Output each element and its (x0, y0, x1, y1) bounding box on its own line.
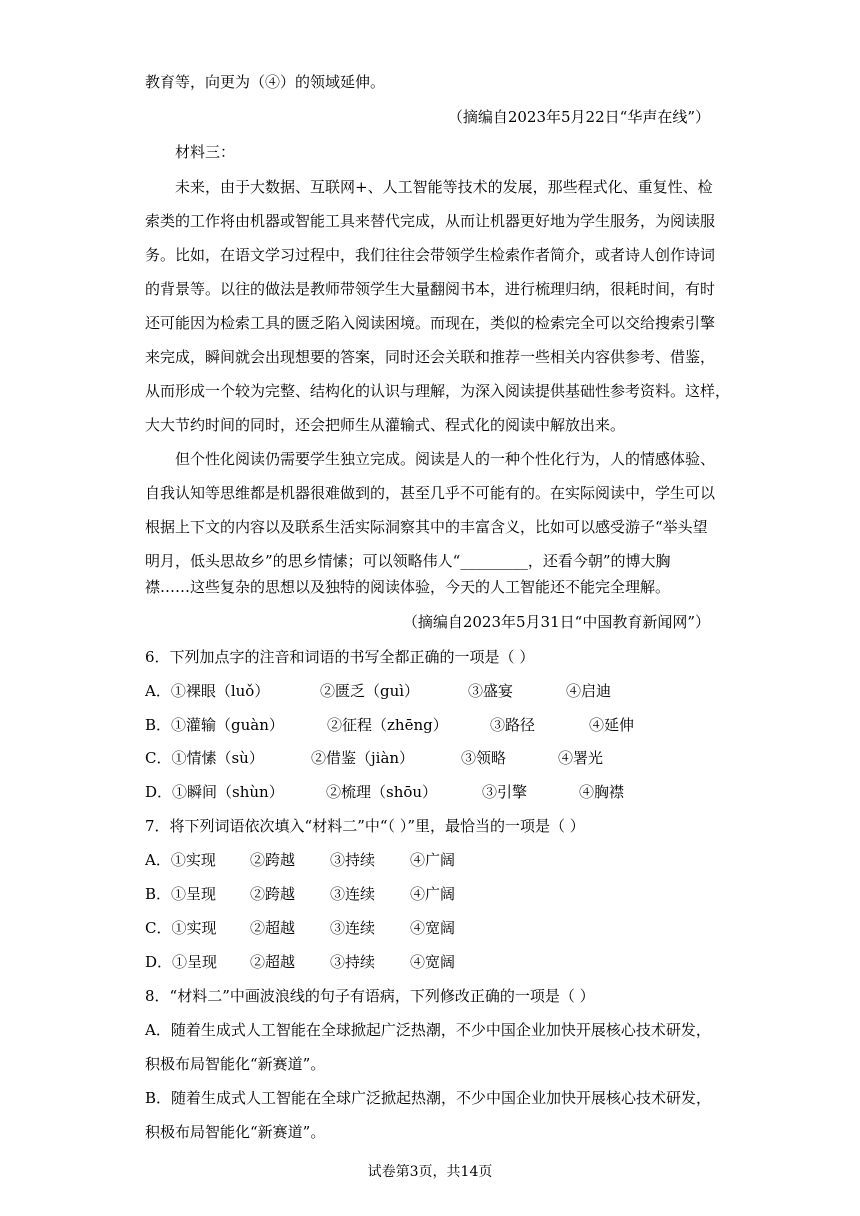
q6-a-item2: ②匮乏（guì） (320, 682, 420, 700)
q7-d-item2: ②超越 (250, 953, 296, 971)
material3-para1-line: 务。比如，在语文学习过程中，我们往往会带领学生检索作者简介，或者诗人创作诗词 (145, 246, 716, 264)
material3-para1-line: 还可能因为检索工具的匮乏陷入阅读困境。而现在，类似的检索完全可以交给搜索引擎 (145, 314, 716, 332)
material3-para1-line: 大大节约时间的同时，还会把师生从灌输式、程式化的阅读中解放出来。 (145, 416, 626, 434)
q7-b-item4: ④广阔 (410, 885, 456, 903)
material3-para1-line: 的背景等。以往的做法是教师带领学生大量翻阅书本，进行梳理归纳，很耗时间，有时 (145, 280, 716, 298)
material3-para1-line: 未来，由于大数据、互联网+、人工智能等技术的发展，那些程式化、重复性、检 (175, 178, 713, 196)
q7-d-item4: ④宽阔 (410, 953, 456, 971)
q7-a-item2: ②跨越 (250, 851, 296, 869)
material3-para1-line: 来完成，瞬间就会出现想要的答案，同时还会关联和推荐一些相关内容供参考、借鉴， (145, 348, 716, 366)
q7-c-item4: ④宽阔 (410, 919, 456, 937)
material3-heading: 材料三： (175, 143, 236, 161)
q8-a-line: A．随着生成式人工智能在全球掀起广泛热潮，不少中国企业加快开展核心技术研发， (145, 1021, 711, 1039)
material3-para2-line: 但个性化阅读仍需要学生独立完成。阅读是人的一种个性化行为，人的情感体验、 (175, 450, 716, 468)
q6-a-item1: A．①裸眼（luǒ） (145, 682, 270, 700)
material3-source: （摘编自2023年5月31日“中国教育新闻网”） (402, 613, 710, 631)
q7-stem: 7．将下列词语依次填入“材料二”中“（ ）”里，最恰当的一项是（ ） (145, 817, 585, 835)
q6-c-item4: ④署光 (558, 749, 604, 767)
q7-c-item2: ②超越 (250, 919, 296, 937)
q7-b-item3: ③连续 (330, 885, 376, 903)
q6-stem: 6．下列加点字的注音和词语的书写全都正确的一项是（ ） (145, 648, 535, 666)
material3-para1-line: 索类的工作将由机器或智能工具来替代完成，从而让机器更好地为学生服务，为阅读服 (145, 212, 716, 230)
q7-d-item1: D．①呈现 (145, 953, 218, 971)
q6-c-item2: ②借鉴（jiàn） (311, 749, 415, 767)
q6-d-item3: ③引擎 (482, 783, 528, 801)
material3-para2-line: 明月，低头思故乡”的思乡情愫；可以领略伟人“_________，还看今朝”的博大胸 (145, 552, 671, 570)
material2-source: （摘编自2023年5月22日“华声在线”） (447, 108, 710, 126)
q7-a-item4: ④广阔 (410, 851, 456, 869)
q7-b-item2: ②跨越 (250, 885, 296, 903)
material2-last-line: 教育等，向更为（④）的领域延伸。 (145, 73, 386, 91)
q7-b-item1: B．①呈现 (145, 885, 217, 903)
q6-c-item3: ③领略 (461, 749, 507, 767)
q8-b-line: 积极布局智能化“新赛道”。 (145, 1123, 326, 1141)
q7-c-item3: ③连续 (330, 919, 376, 937)
q6-d-item4: ④胸襟 (579, 783, 625, 801)
q7-a-item1: A．①实现 (145, 851, 216, 869)
material3-para2-line: 自我认知等思维都是机器很难做到的，甚至几乎不可能有的。在实际阅读中，学生可以 (145, 484, 716, 502)
q8-stem: 8．“材料二”中画波浪线的句子有语病，下列修改正确的一项是（ ） (145, 987, 595, 1005)
q6-d-item1: D．①瞬间（shùn） (145, 783, 284, 801)
q6-b-item4: ④延伸 (589, 716, 635, 734)
q6-b-item1: B．①灌输（guàn） (145, 716, 284, 734)
q6-b-item3: ③路径 (490, 716, 536, 734)
q6-c-item1: C．①情愫（sù） (145, 749, 264, 767)
q6-d-item2: ②梳理（shōu） (326, 783, 438, 801)
material3-para1-line: 从而形成一个较为完整、结构化的认识与理解，为深入阅读提供基础性参考资料。这样， (145, 382, 731, 400)
q6-b-item2: ②征程（zhēng） (327, 716, 448, 734)
page-footer: 试卷第3页，共14页 (367, 1164, 493, 1180)
q8-b-line: B．随着生成式人工智能在全球广泛掀起热潮，不少中国企业加快开展核心技术研发， (145, 1089, 712, 1107)
q6-a-item3: ③盛宴 (468, 682, 514, 700)
q8-a-line: 积极布局智能化“新赛道”。 (145, 1055, 326, 1073)
q6-a-item4: ④启迪 (566, 682, 612, 700)
material3-para2-line: 根据上下文的内容以及联系生活实际洞察其中的丰富含义，比如可以感受游子“举头望 (145, 518, 708, 536)
q7-d-item3: ③持续 (330, 953, 376, 971)
q7-c-item1: C．①实现 (145, 919, 217, 937)
q7-a-item3: ③持续 (330, 851, 376, 869)
material3-para2-line: 襟……这些复杂的思想以及独特的阅读体验，今天的人工智能还不能完全理解。 (145, 578, 671, 596)
